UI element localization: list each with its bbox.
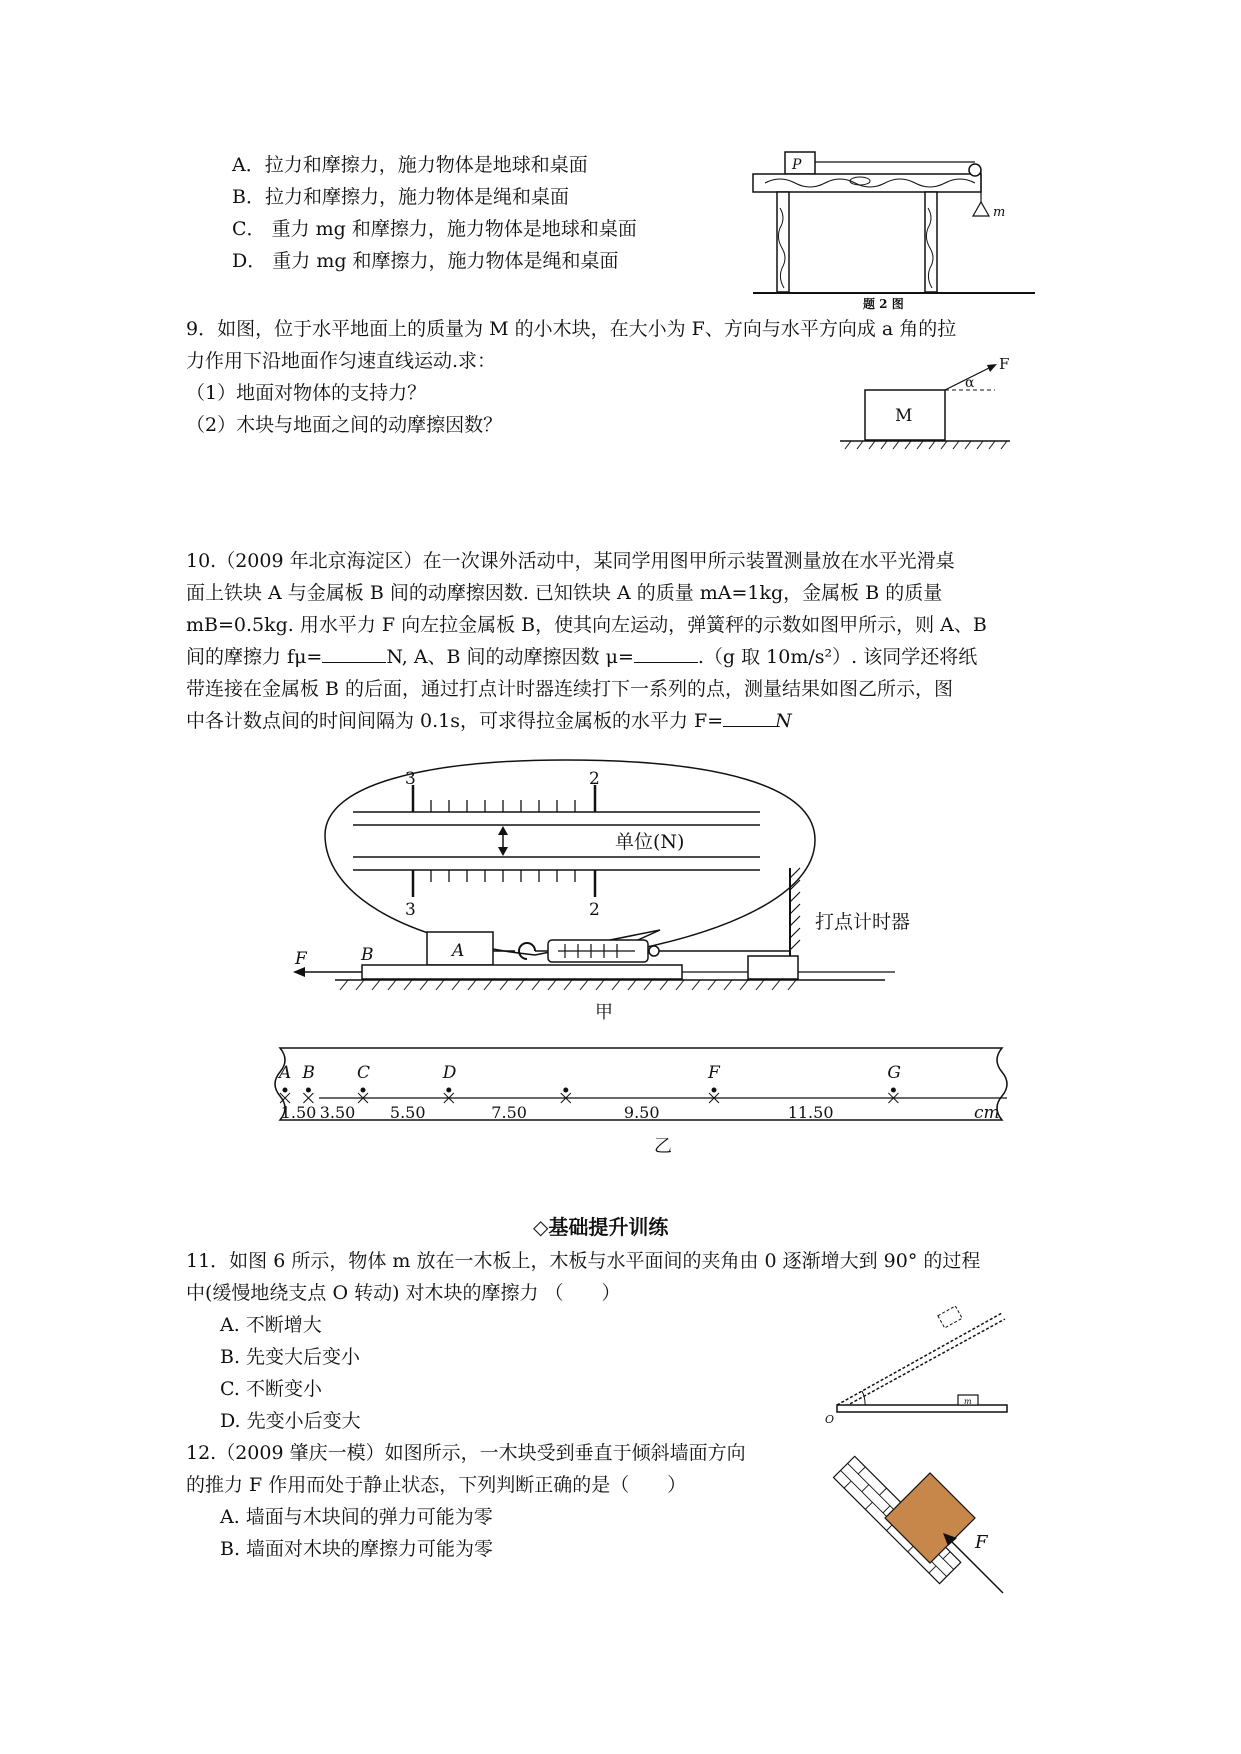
q11-option-d: D. 先变小后变大 — [220, 1410, 361, 1432]
q10-scale-top-right: 2 — [589, 769, 600, 789]
q11-pivot-label: O — [825, 1413, 835, 1426]
q10-line2: 面上铁块 A 与金属板 B 间的动摩擦因数. 已知铁块 A 的质量 mA=1kg，金属板 B 的质量 — [186, 582, 943, 604]
tape-dot — [306, 1088, 311, 1093]
q11-option-c: C. 不断变小 — [220, 1378, 322, 1400]
q10-line4 — [186, 646, 977, 668]
q11-block-label: m — [964, 1397, 972, 1406]
q12-line1: 12.（2009 肇庆一模）如图所示，一木块受到垂直于倾斜墙面方向 — [186, 1442, 746, 1464]
tape-segment-label: 1.50 — [280, 1103, 317, 1122]
tape-dot — [891, 1088, 896, 1093]
q10-line6-part-a: 中各计数点间的时间间隔为 0.1s，可求得拉金属板的水平力 F= — [186, 710, 724, 732]
q8-table-figure — [745, 148, 1055, 311]
q10-line3: mB=0.5kg. 用水平力 F 向左拉金属板 B，使其向左运动，弹簧秤的示数如图甲所示，则 A、B — [186, 614, 987, 636]
q10-tape-unit: cm — [974, 1103, 1000, 1123]
q12-option-a: A. 墙面与木块间的弹力可能为零 — [220, 1506, 493, 1528]
q10-line1: 10.（2009 年北京海淀区）在一次课外活动中，某同学用图甲所示装置测量放在水平光滑桌 — [186, 550, 955, 572]
tape-dot — [283, 1088, 288, 1093]
q8-figure-caption: 题 2 图 — [863, 297, 904, 311]
tape-dot — [712, 1088, 717, 1093]
q10-friction-blank[interactable] — [322, 646, 386, 663]
q9-block-figure — [835, 355, 1035, 455]
q10-figure-jia — [295, 760, 995, 1030]
q10-line4-part-c: .（g 取 10m/s²）. 该同学还将纸 — [697, 646, 978, 668]
tape-dot — [563, 1088, 568, 1093]
tape-point-label: B — [302, 1063, 315, 1083]
q9-force-label: F — [999, 355, 1010, 373]
tape-point-label: F — [708, 1063, 720, 1083]
q10-line6-unit: N — [775, 710, 792, 732]
q9-sub2: （2）木块与地面之间的动摩擦因数？ — [186, 414, 503, 436]
section-title: ◇基础提升训练 — [533, 1215, 669, 1239]
q12-line2: 的推力 F 作用而处于静止状态，下列判断正确的是（ ） — [186, 1474, 687, 1496]
q12-option-b: B. 墙面对木块的摩擦力可能为零 — [220, 1538, 494, 1560]
q10-line5: 带连接在金属板 B 的后面，通过打点计时器连续打下一系列的点，测量结果如图乙所示，图 — [186, 678, 954, 700]
q10-line4-part-b: N, A、B 间的动摩擦因数 μ= — [386, 646, 634, 668]
q10-figure-jia-caption: 甲 — [595, 1002, 613, 1023]
q9-block-label: M — [895, 406, 913, 426]
q11-line1: 11．如图 6 所示，物体 m 放在一木板上，木板与水平面间的夹角由 0 逐渐增大到 90° 的过程 — [186, 1250, 981, 1272]
tape-point-label: D — [442, 1063, 457, 1083]
q10-figure-yi-caption: 乙 — [654, 1136, 672, 1157]
tape-dot — [446, 1088, 451, 1093]
q8-option-c: C． 重力 mg 和摩擦力，施力物体是地球和桌面 — [232, 218, 637, 240]
q9-stem-line1: 9．如图，位于水平地面上的质量为 M 的小木块，在大小为 F、方向与水平方向成 a 角的拉 — [186, 318, 957, 340]
q10-block-a-label: A — [452, 941, 465, 961]
q8-block-label: P — [792, 157, 802, 173]
tape-dot — [361, 1088, 366, 1093]
q11-line2: 中(缓慢地绕支点 O 转动) 对木块的摩擦力 （ ） — [186, 1282, 621, 1304]
q10-mu-blank[interactable] — [634, 646, 698, 663]
tape-segment-label: 9.50 — [623, 1103, 660, 1122]
q10-scale-bottom-right: 2 — [589, 900, 600, 920]
q11-option-a: A. 不断增大 — [220, 1314, 322, 1336]
tape-segment-label: 3.50 — [319, 1103, 356, 1122]
tape-segment-label: 7.50 — [491, 1103, 527, 1122]
q10-timer-label: 打点计时器 — [815, 911, 911, 933]
q10-figure-yi — [262, 1040, 1032, 1160]
q11-option-b: B. 先变大后变小 — [220, 1346, 361, 1368]
q11-board-figure — [825, 1295, 1025, 1435]
q8-weight-label: m — [993, 205, 1006, 220]
q10-line6 — [186, 710, 792, 732]
q10-scale-bottom-left: 3 — [405, 900, 416, 920]
tape-segment-label: 11.50 — [787, 1103, 834, 1122]
q8-option-a: A．拉力和摩擦力，施力物体是地球和桌面 — [232, 154, 588, 176]
q8-option-b: B．拉力和摩擦力，施力物体是绳和桌面 — [232, 186, 569, 208]
q10-board-b-label: B — [361, 945, 374, 965]
q12-force-label: F — [975, 1532, 988, 1553]
tape-point-label: A — [279, 1063, 292, 1083]
q10-scale-top-left: 3 — [405, 769, 416, 789]
q9-stem-line2: 力作用下沿地面作匀速直线运动.求： — [186, 350, 497, 372]
q9-angle-label: α — [965, 375, 975, 391]
tape-point-label: G — [887, 1063, 901, 1083]
q8-option-d: D． 重力 mg 和摩擦力，施力物体是绳和桌面 — [232, 250, 619, 272]
tape-segment-label: 5.50 — [389, 1103, 426, 1122]
q12-wall-figure — [835, 1440, 1035, 1610]
q12-wooden-block — [885, 1473, 975, 1563]
tape-point-label: C — [357, 1063, 371, 1083]
q10-unit-label: 单位(N) — [615, 831, 685, 853]
q9-sub1: （1）地面对物体的支持力？ — [186, 382, 427, 404]
q10-force-blank[interactable] — [723, 710, 775, 727]
q10-line4-part-a: 间的摩擦力 fμ= — [186, 646, 323, 668]
q10-force-label: F — [295, 949, 307, 969]
